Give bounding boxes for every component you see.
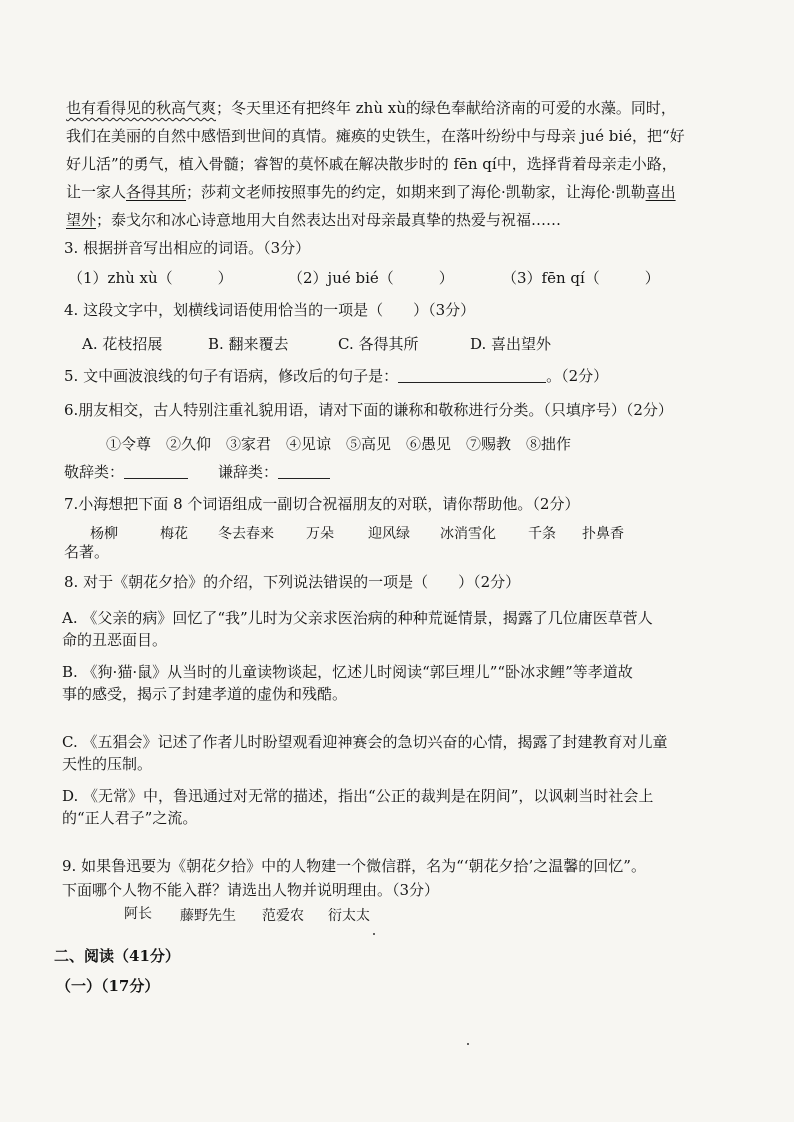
q8-option-a: A. 《父亲的病》回忆了“我”儿时为父亲求医治病的种种荒诞情景，揭露了几位庸医草菅人 <box>62 609 653 627</box>
jing-answer-blank[interactable] <box>124 464 188 479</box>
q7-word: 千条 <box>528 526 556 542</box>
q8-option-a-cont: 命的丑恶面目。 <box>62 631 168 649</box>
q8-option-d-cont: 的“正人君子”之流。 <box>62 809 198 827</box>
scan-speck <box>373 933 375 935</box>
q8-option-c-cont: 天性的压制。 <box>62 755 153 773</box>
q7-word: 迎风绿 <box>368 526 410 542</box>
q7-word: 杨柳 <box>90 526 118 542</box>
underlined-term: 喜出 <box>645 183 676 201</box>
q9-name: 范爱农 <box>262 908 304 924</box>
passage-line-5: 望外；泰戈尔和冰心诗意地用大自然表达出对母亲最真挚的热爱与祝福…… <box>66 211 562 229</box>
q4-option-d: D. 喜出望外 <box>470 335 552 353</box>
q8-option-d: D. 《无常》中，鲁迅通过对无常的描述，指出“公正的裁判是在阴间”，以讽刺当时社会上 <box>62 787 654 805</box>
q4-option-b: B. 翻来覆去 <box>208 335 289 353</box>
q7-word: 冬去春来 <box>218 526 274 542</box>
q7-word: 梅花 <box>160 526 188 542</box>
q4-option-a: A. 花枝招展 <box>82 335 163 353</box>
passage-line-4: 让一家人各得其所；莎莉文老师按照事先的约定，如期来到了海伦·凯勒家，让海伦·凯勒喜出 <box>66 183 676 201</box>
passage-line-3: 好儿活”的勇气，植入骨髓；睿智的莫怀戚在解决散步时的 fēn qí中，选择背着母亲走小路， <box>66 155 677 173</box>
underlined-term: 望外 <box>66 211 97 229</box>
q3-answer-2: （2）jué bié（ ） <box>288 269 454 287</box>
q7-word: 扑鼻香 <box>582 526 624 542</box>
scan-speck <box>467 1043 469 1045</box>
q7-tail: 名著。 <box>64 543 110 561</box>
question-5-stem: 5. 文中画波浪线的句子有语病，修改后的句子是： 。（2分） <box>64 367 609 385</box>
qian-answer-blank[interactable] <box>278 464 330 479</box>
question-9-stem-cont: 下面哪个人物不能入群？请选出人物并说明理由。（3分） <box>62 881 440 899</box>
q8-option-b-cont: 事的感受，揭示了封建孝道的虚伪和残酷。 <box>62 685 348 703</box>
question-3-stem: 3. 根据拼音写出相应的词语。（3分） <box>64 239 311 257</box>
q8-option-b: B. 《狗·猫·鼠》从当时的儿童读物谈起，忆述儿时阅读“郭巨埋儿”“卧冰求鲤”等孝道故 <box>62 663 633 681</box>
q5-answer-blank[interactable] <box>398 368 546 383</box>
q7-word: 冰消雪化 <box>440 526 496 542</box>
passage-line-1: 也有看得见的秋高气爽；冬天里还有把终年 zhù xù的绿色奉献给济南的可爱的水藻。同时， <box>66 99 676 117</box>
q4-option-c: C. 各得其所 <box>338 335 419 353</box>
underlined-term: 各得其所 <box>126 183 187 201</box>
q9-name: 藤野先生 <box>180 908 236 924</box>
q8-option-c: C. 《五猖会》记述了作者儿时盼望观看迎神赛会的急切兴奋的心情，揭露了封建教育对儿童 <box>62 733 668 751</box>
q9-name: 阿长 <box>124 906 152 922</box>
passage-line-2: 我们在美丽的自然中感悟到世间的真情。瘫痪的史铁生，在落叶纷纷中与母亲 jué bié，把“好 <box>66 127 685 145</box>
question-8-stem: 8. 对于《朝花夕拾》的介绍，下列说法错误的一项是（ ）（2分） <box>64 573 521 591</box>
question-7-stem: 7.小海想把下面 8 个词语组成一副切合祝福朋友的对联，请你帮助他。（2分） <box>64 495 580 513</box>
question-4-stem: 4. 这段文字中，划横线词语使用恰当的一项是（ ）（3分） <box>64 301 476 319</box>
question-6-stem: 6.朋友相交，古人特别注重礼貌用语，请对下面的谦称和敬称进行分类。（只填序号）（2分） <box>64 401 673 419</box>
q3-answer-1: （1）zhù xù（ ） <box>68 269 233 287</box>
q7-word: 万朵 <box>306 526 334 542</box>
q6-qian-row: 谦辞类： <box>218 462 330 482</box>
q9-name: 衍太太 <box>328 908 370 924</box>
wavy-sentence: 也有看得见的秋高气爽 <box>66 99 217 117</box>
q6-items: ①令尊 ②久仰 ③家君 ④见谅 ⑤高见 ⑥愚见 ⑦赐教 ⑧拙作 <box>106 435 572 453</box>
section-2-subtitle: （一）（17分） <box>56 977 160 995</box>
question-9-stem: 9. 如果鲁迅要为《朝花夕拾》中的人物建一个微信群，名为“‘朝花夕拾’之温馨的回忆”。 <box>62 857 646 875</box>
section-2-title: 二、阅读（41分） <box>54 947 180 965</box>
q3-answer-3: （3）fēn qí（ ） <box>502 269 660 287</box>
q6-jing-row: 敬辞类： <box>64 462 188 482</box>
